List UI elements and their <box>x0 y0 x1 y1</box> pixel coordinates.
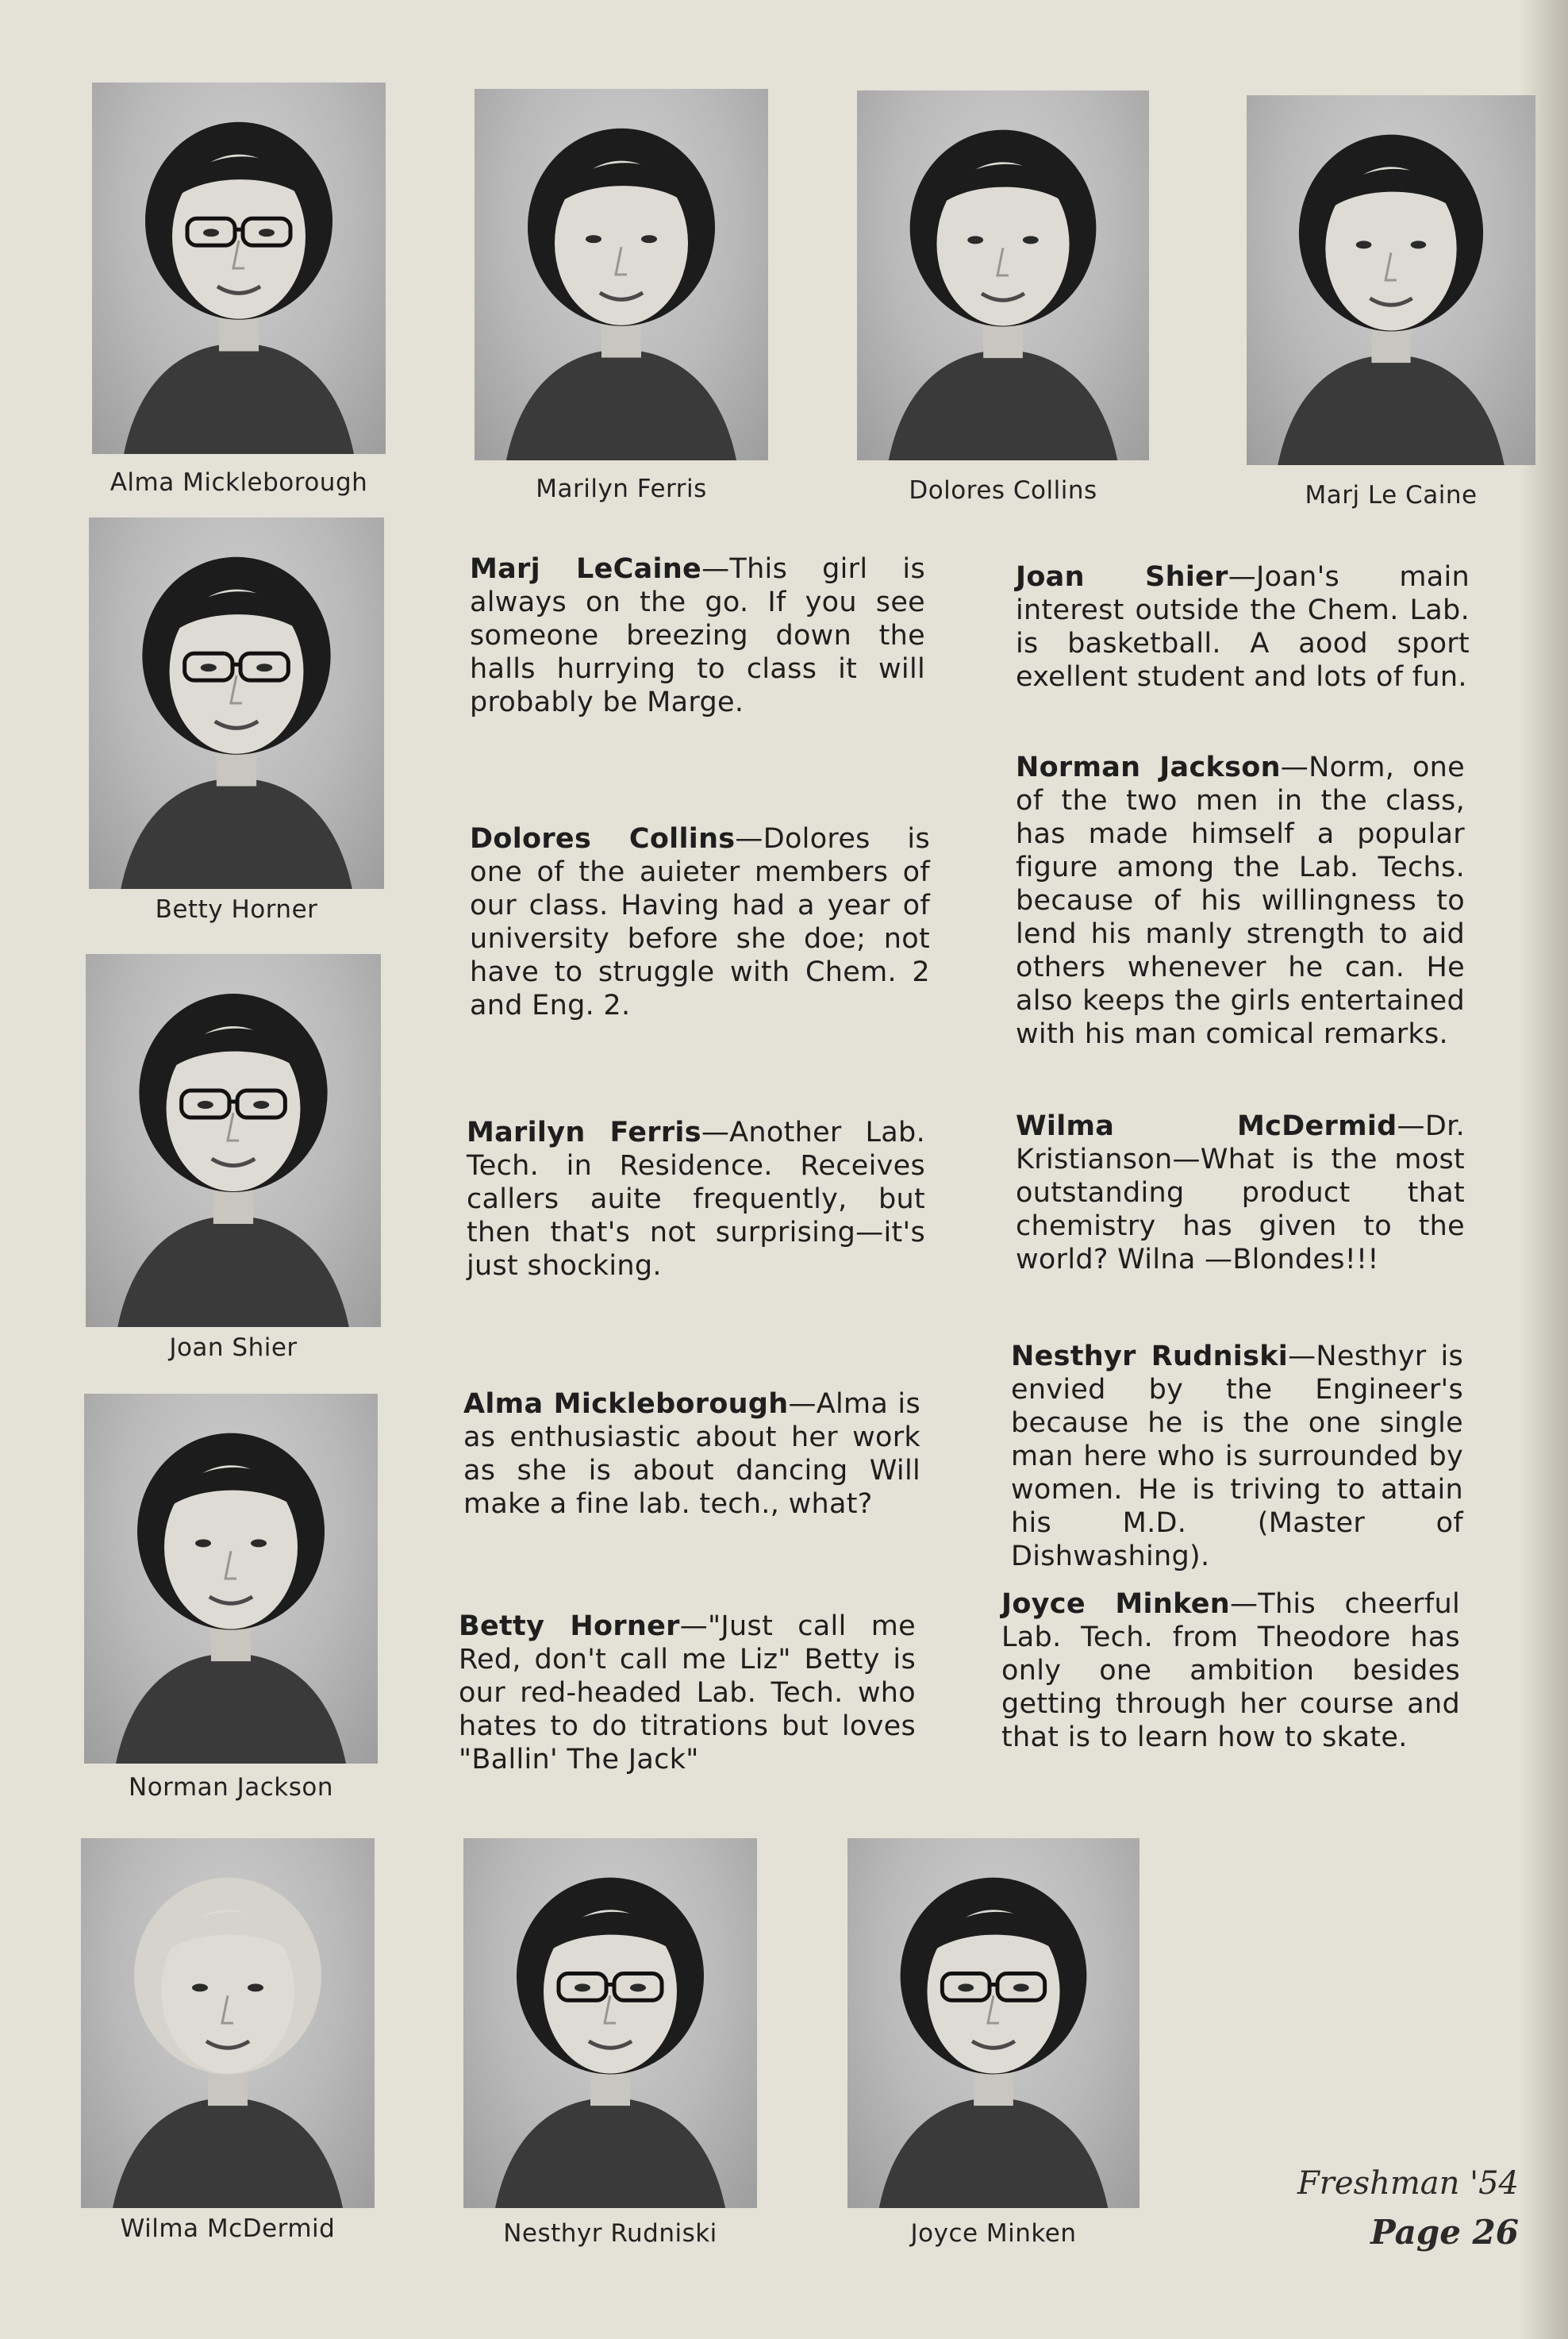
portrait-caption: Norman Jackson <box>129 1773 333 1802</box>
portrait-wilma-mcdermid <box>81 1838 375 2259</box>
bio-norman-jackson <box>1016 751 1465 1051</box>
shoulders-shape <box>889 350 1117 460</box>
portrait-figure <box>86 954 381 1327</box>
bio-text: —Joan's main interest outside the Chem. Lab. is basketball. A aood sport exellent student and lots of fun. <box>1016 561 1470 693</box>
eye-shape <box>259 229 275 237</box>
shoulders-shape <box>495 2098 725 2208</box>
bio-name: Norman Jackson <box>1016 752 1281 783</box>
portrait-joyce-minken <box>847 1838 1139 2259</box>
shoulders-shape <box>117 1216 349 1327</box>
footer-page-number: Page 26 <box>1370 2213 1519 2252</box>
eye-shape <box>1356 240 1372 248</box>
eye-shape <box>248 1983 263 1991</box>
eye-shape <box>198 1101 213 1109</box>
portrait-figure <box>84 1394 378 1764</box>
eye-shape <box>251 1539 267 1547</box>
shoulders-shape <box>1278 355 1504 465</box>
portrait-caption: Dolores Collins <box>909 476 1097 505</box>
bio-nesthyr-rudniski <box>1011 1340 1463 1573</box>
bio-joyce-minken <box>1001 1587 1460 1754</box>
portrait-betty-horner <box>89 517 384 938</box>
portrait-caption: Nesthyr Rudniski <box>503 2219 717 2248</box>
portrait-figure <box>92 83 386 454</box>
bio-name: Marilyn Ferris <box>467 1117 701 1148</box>
eye-shape <box>256 664 272 671</box>
shoulders-shape <box>879 2098 1108 2208</box>
bio-wilma-mcdermid <box>1016 1110 1465 1276</box>
bio-marilyn-ferris <box>467 1116 925 1283</box>
bio-text: —Dr. Kristianson—What is the most outstanding product that chemistry has given to the world? Wilna —Blondes!!! <box>1016 1110 1465 1275</box>
portrait-caption: Alma Mickleborough <box>110 468 368 497</box>
bio-text: —Another Lab. Tech. in Residence. Receives callers auite frequently, but then that's not surprising—it's just shocking. <box>467 1117 925 1282</box>
bio-dolores-collins <box>470 822 930 1022</box>
shoulders-shape <box>506 350 736 460</box>
shoulders-shape <box>124 344 354 454</box>
bio-text: —This cheerful Lab. Tech. from Theodore has only one ambition besides getting through her course and that is to learn how to skate. <box>1001 1588 1460 1753</box>
bio-text: —Alma is as enthusiastic about her work as she is about dancing Will make a fine lab. tech., what? <box>463 1388 920 1520</box>
bio-name: Dolores Collins <box>470 823 736 855</box>
portrait-dolores-collins <box>857 90 1149 511</box>
portrait-caption: Marilyn Ferris <box>536 475 707 503</box>
eye-shape <box>1023 236 1039 244</box>
eye-shape <box>1013 1983 1029 1991</box>
portrait-norman-jackson <box>84 1394 378 1814</box>
eye-shape <box>1411 240 1427 248</box>
portrait-figure <box>89 517 384 889</box>
eye-shape <box>201 664 217 671</box>
portrait-caption: Joyce Minken <box>910 2219 1077 2248</box>
eye-shape <box>575 1983 590 1991</box>
bio-joan-shier <box>1016 560 1470 694</box>
portrait-caption: Joan Shier <box>169 1333 298 1362</box>
portrait-figure <box>463 1838 757 2208</box>
bio-marj-lecaine <box>470 552 925 719</box>
eye-shape <box>630 1983 646 1991</box>
bio-text: —Norm, one of the two men in the class, has made himself a popular figure among the Lab. Techs. because of his willingness to lend his manly strength to aid others whenever he can. He also keeps the girls entertained with his man comical remarks. <box>1016 752 1465 1050</box>
portrait-figure <box>847 1838 1139 2208</box>
portrait-marilyn-ferris <box>475 89 768 510</box>
shoulders-shape <box>113 2098 343 2208</box>
portrait-caption: Wilma McDermid <box>120 2214 336 2243</box>
shoulders-shape <box>121 779 352 889</box>
portrait-caption: Betty Horner <box>155 895 318 924</box>
bio-text: —This girl is always on the go. If you see someone breezing down the halls hurrying to class it will probably be Marge. <box>470 553 925 718</box>
portrait-alma-mickleborough <box>92 83 386 503</box>
portrait-figure <box>1247 95 1535 465</box>
bio-name: Joan Shier <box>1016 561 1228 593</box>
bio-betty-horner <box>459 1610 916 1776</box>
eye-shape <box>203 229 219 237</box>
eye-shape <box>195 1539 211 1547</box>
portrait-figure <box>857 90 1149 460</box>
bio-alma-mickleborough <box>463 1387 920 1521</box>
footer-issue: Freshman '54 <box>1297 2165 1519 2202</box>
bio-name: Alma Mickleborough <box>463 1388 789 1420</box>
eye-shape <box>192 1983 208 1991</box>
eye-shape <box>958 1983 974 1991</box>
portrait-marj-le-caine <box>1247 95 1535 516</box>
shoulders-shape <box>116 1653 346 1764</box>
bio-text: —Dolores is one of the auieter members of our class. Having had a year of university before she doe; not have to struggle with Chem. 2 and Eng. 2. <box>470 823 930 1021</box>
bio-name: Nesthyr Rudniski <box>1011 1341 1289 1372</box>
portrait-figure <box>81 1838 375 2208</box>
portrait-caption: Marj Le Caine <box>1305 481 1478 510</box>
bio-text: —"Just call me Red, don't call me Liz" Betty is our red-headed Lab. Tech. who hates to do titrations but loves "Ballin' The Jack" <box>459 1610 916 1775</box>
bio-text: —Nesthyr is envied by the Engineer's because he is the one single man here who is surrounded by women. He is triving to attain his M.D. (Master of Dishwashing). <box>1011 1341 1464 1572</box>
bio-name: Wilma McDermid <box>1016 1110 1397 1142</box>
eye-shape <box>253 1101 269 1109</box>
portrait-joan-shier <box>86 954 381 1375</box>
portrait-nesthyr-rudniski <box>463 1838 757 2259</box>
bio-name: Marj LeCaine <box>470 553 702 585</box>
eye-shape <box>641 235 657 243</box>
portrait-figure <box>475 89 768 460</box>
bio-name: Joyce Minken <box>1001 1588 1230 1620</box>
bio-name: Betty Horner <box>459 1610 680 1642</box>
eye-shape <box>967 236 983 244</box>
eye-shape <box>586 235 601 243</box>
